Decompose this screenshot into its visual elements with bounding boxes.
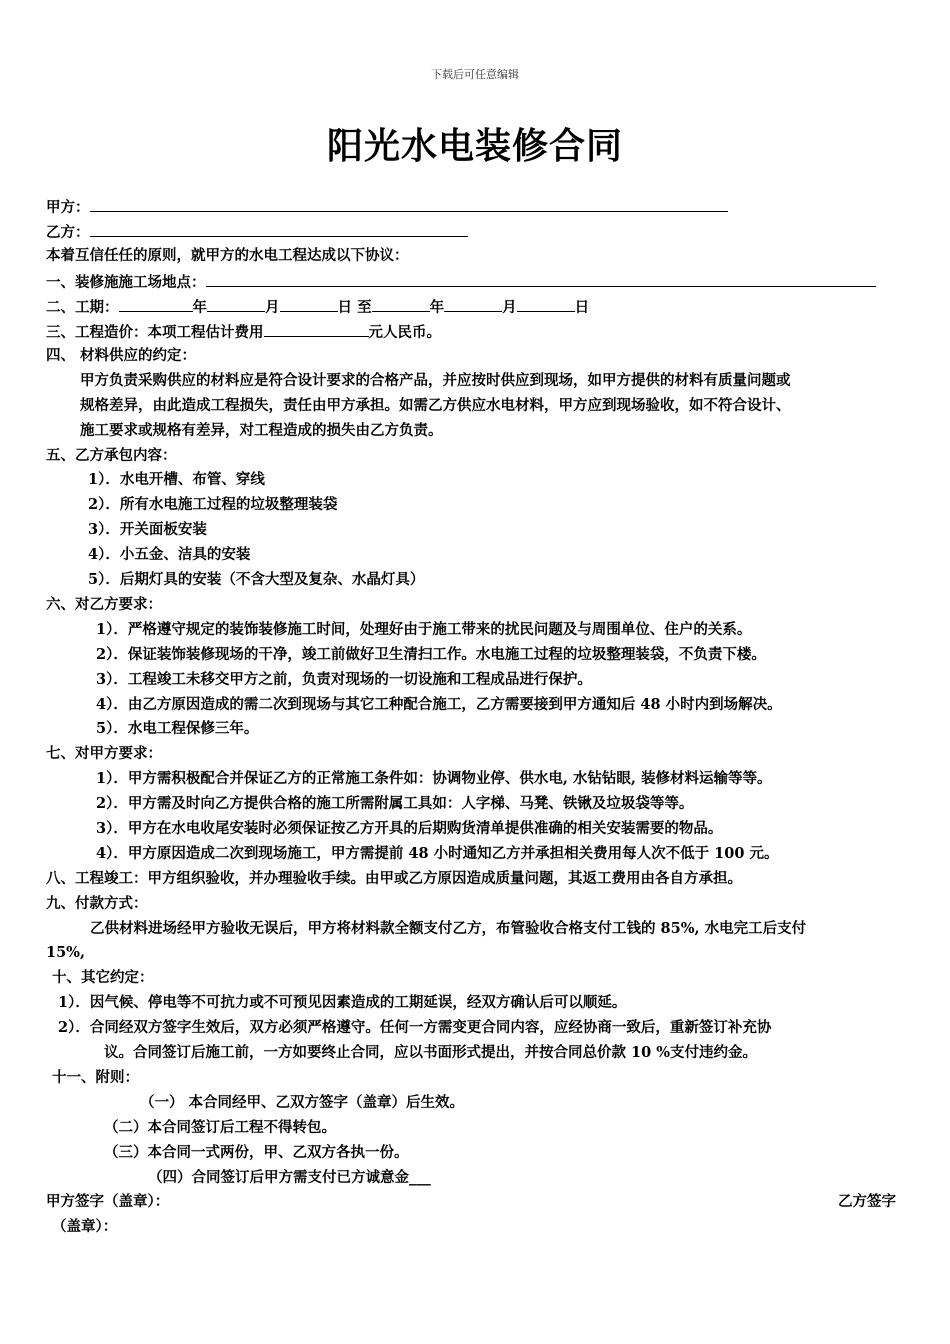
year-label: 年 (192, 299, 207, 316)
section-4-title: 四、 材料供应的约定： (46, 347, 197, 364)
section-6-item: 1）．严格遵守规定的装饰装修施工时间，处理好由于施工带来的扰民问题及与周围单位、住户的关系。 (96, 621, 752, 638)
section-11-item: （三）本合同一式两份，甲、乙双方各执一份。 (104, 1144, 409, 1161)
section-7-item: 4）．甲方原因造成二次到现场施工，甲方需提前 48 小时通知乙方并承担相关费用每人次不低于 100 元。 (96, 845, 779, 862)
section-7-item: 2）．甲方需及时向乙方提供合格的施工所需附属工具如：人字梯、马凳、铁锹及垃圾袋等等。 (96, 795, 694, 812)
section-5-item: 4）．小五金、洁具的安装 (88, 546, 251, 563)
document-title: 阳光水电装修合同 (326, 126, 623, 167)
section-8: 八、工程竣工：甲方组织验收，并办理验收手续。由甲或乙方原因造成质量问题，其返工费用由各自方承担。 (46, 870, 742, 887)
price-blank (264, 321, 369, 337)
section-9-line-1: 乙供材料进场经甲方验收无误后，甲方将材料款全额支付乙方，布管验收合格支付工钱的 85%, 水电完工后支付 (90, 920, 807, 937)
section-3-suffix: 元人民币。 (368, 324, 441, 341)
day-label: 日 (337, 299, 352, 316)
section-7-title: 七、对甲方要求： (46, 745, 162, 762)
section-4-line-2: 规格差异，由此造成工程损失，责任由甲方承担。如需乙方供应水电材料，甲方应到现场验收，如不符合设计、 (80, 397, 791, 414)
section-6-item: 3）．工程竣工未移交甲方之前，负责对现场的一切设施和工程成品进行保护。 (96, 671, 592, 688)
intro: 本着互信任任的原则，就甲方的水电工程达成以下协议： (46, 247, 409, 264)
section-5-item: 1）．水电开槽、布管、穿线 (88, 471, 265, 488)
end-month-blank (444, 296, 502, 312)
site-blank (206, 271, 876, 287)
section-5-item: 2）．所有水电施工过程的垃圾整理装袋 (88, 496, 338, 513)
party-b-signature-cont: （盖章）： (52, 1218, 118, 1235)
section-1-site (46, 271, 876, 293)
section-7-item: 1）．甲方需积极配合并保证乙方的正常施工条件如：协调物业停、供水电, 水钻钻眼, 装修材料运输等等。 (96, 770, 772, 787)
party-a-label: 甲方： (46, 199, 90, 216)
month-label: 月 (502, 299, 517, 316)
section-11-item: （二）本合同签订后工程不得转包。 (104, 1119, 336, 1136)
party-a-signature: 甲方签字（盖章）： (46, 1193, 170, 1210)
section-6-item: 2）．保证装饰装修现场的干净，竣工前做好卫生清扫工作。水电施工过程的垃圾整理装袋，不负责下楼。 (96, 646, 766, 663)
start-year-blank (119, 296, 193, 312)
section-5-item: 5）．后期灯具的安装（不含大型及复杂、水晶灯具） (88, 571, 425, 588)
section-10-item-2: 2）．合同经双方签字生效后，双方必须严格遵守。任何一方需变更合同内容，应经协商一致后，重新签订补充协 (58, 1019, 772, 1036)
section-1-label: 一、装修施施工场地点： (46, 274, 206, 291)
party-a-blank (90, 196, 728, 212)
day-label: 日 (574, 299, 590, 316)
month-label: 月 (265, 299, 280, 316)
section-9-line-2: 15%, (46, 944, 86, 961)
section-5-item: 3）．开关面板安装 (88, 521, 207, 538)
section-4-line-1: 甲方负责采购供应的材料应是符合设计要求的合格产品，并应按时供应到现场，如甲方提供的材料有质量问题或 (80, 372, 791, 389)
start-month-blank (207, 296, 265, 312)
section-3-prefix: 三、工程造价：本项工程估计费用 (46, 324, 264, 341)
section-2-period (46, 296, 589, 318)
section-6-item: 5）．水电工程保修三年。 (96, 720, 259, 737)
section-6-item: 4）．由乙方原因造成的需二次到现场与其它工种配合施工，乙方需要接到甲方通知后 48 小时内到场解决。 (96, 696, 782, 713)
section-4-line-3: 施工要求或规格有差异，对工程造成的损失由乙方负责。 (80, 422, 443, 439)
section-10-title: 十、其它约定： (52, 969, 154, 986)
party-b-signature: 乙方签字 (838, 1193, 896, 1210)
party-b-blank (90, 221, 468, 237)
end-year-blank (372, 296, 430, 312)
section-9-title: 九、付款方式： (46, 895, 148, 912)
section-11-item: （四）合同签订后甲方需支付已方诚意金___ (148, 1169, 431, 1186)
section-3-price (46, 321, 441, 343)
party-b-row (46, 221, 468, 243)
section-5-title: 五、乙方承包内容： (46, 447, 177, 464)
section-10-item-1: 1）．因气候、停电等不可抗力或不可预见因素造成的工期延误，经双方确认后可以顺延。 (58, 994, 627, 1011)
end-day-blank (517, 296, 575, 312)
header-note: 下载后可任意编辑 (431, 68, 519, 81)
section-11-item: （一） 本合同经甲、乙双方签字（盖章）后生效。 (140, 1094, 465, 1111)
section-2-label: 二、工期： (46, 299, 119, 316)
party-b-label: 乙方： (46, 224, 90, 241)
to-label: 至 (357, 299, 372, 316)
start-day-blank (280, 296, 338, 312)
section-11-title: 十一、附则： (52, 1069, 139, 1086)
section-7-item: 3）．甲方在水电收尾安装时必须保证按乙方开具的后期购货清单提供准确的相关安装需要的物品。 (96, 820, 723, 837)
section-10-item-2-cont: 议。合同签订后施工前，一方如要终止合同，应以书面形式提出，并按合同总价款 10 %支付违约金。 (104, 1044, 758, 1061)
party-a-row (46, 196, 728, 218)
year-label: 年 (429, 299, 445, 316)
section-6-title: 六、对乙方要求： (46, 596, 162, 613)
